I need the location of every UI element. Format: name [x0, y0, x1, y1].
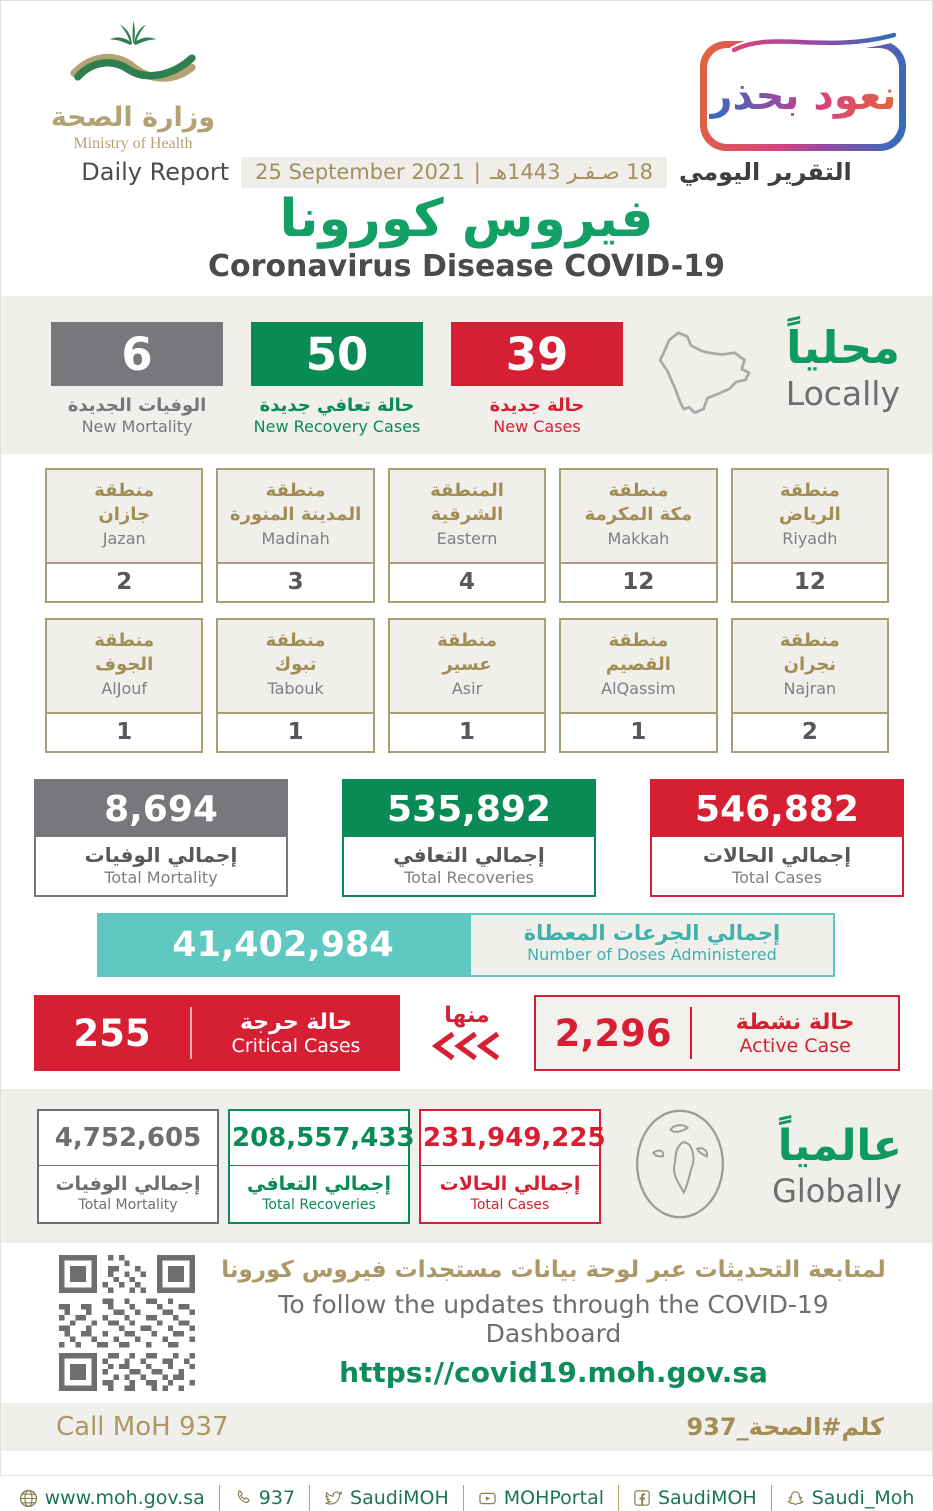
region-ar: منطقة المدينة المنورة: [229, 480, 362, 525]
daily-report-label-ar: التقرير اليومي: [678, 158, 852, 186]
doses-label-ar: إجمالي الجرعات المعطاة: [523, 921, 781, 946]
dashboard-section: [59, 1255, 888, 1391]
new-recovery-stat: [251, 322, 423, 436]
globe-icon: [19, 1489, 38, 1508]
youtube-icon: [478, 1489, 497, 1508]
new-mortality-value: 6: [51, 322, 223, 386]
regions-grid: [45, 468, 889, 753]
doses-label: [469, 913, 835, 977]
region-card-makkah: [559, 468, 717, 603]
new-recovery-label-ar: حالة تعافي جديدة: [259, 395, 415, 417]
logo-arabic-name: وزارة الصحة: [50, 102, 216, 133]
footer-link-facebook[interactable]: [619, 1485, 772, 1511]
new-recovery-value: 50: [251, 322, 423, 386]
total-cases-label-ar: إجمالي الحالات: [702, 843, 852, 868]
global-recoveries-label-en: Total Recoveries: [262, 1196, 376, 1213]
region-ar: منطقة عسير: [437, 630, 497, 675]
new-mortality-label-ar: الوفيات الجديدة: [67, 395, 207, 417]
footer-link-snapchat[interactable]: [772, 1485, 929, 1511]
footer-link-label: MOHPortal: [503, 1487, 604, 1510]
critical-cases-box: [34, 995, 400, 1071]
active-cases-label-en: Active Case: [739, 1034, 851, 1057]
region-ar: منطقة القصيم: [605, 630, 671, 675]
social-footer: [1, 1485, 932, 1511]
region-ar: منطقة نجران: [779, 630, 840, 675]
region-card-asir: [388, 618, 546, 753]
global-cases-box: [419, 1109, 606, 1224]
new-cases-stat: [451, 322, 623, 436]
badge-text: نعود بحذر: [709, 73, 897, 119]
critical-cases-label-ar: حالة حرجة: [239, 1009, 353, 1035]
dashboard-line-en: To follow the updates through the COVID-19 Dashboard: [278, 1290, 829, 1349]
region-en: AlQassim: [601, 678, 676, 698]
global-mortality-label-ar: إجمالي الوفيات: [55, 1172, 201, 1195]
date-hijri: 18 صـفـر 1443هـ: [489, 159, 653, 184]
date-separator: |: [473, 159, 481, 184]
total-mortality-value: 8,694: [36, 781, 286, 837]
total-recoveries-value: 535,892: [344, 781, 594, 837]
region-en: Riyadh: [782, 528, 838, 548]
global-recoveries-box: [228, 1109, 415, 1224]
phone-icon: [234, 1489, 252, 1507]
footer-link-twitter[interactable]: [310, 1485, 464, 1511]
region-ar: منطقة الرياض: [778, 480, 841, 525]
region-en: Makkah: [607, 528, 670, 548]
snapchat-icon: [786, 1489, 805, 1508]
dashboard-text: [195, 1257, 888, 1389]
global-cases-value: 231,949,225: [421, 1111, 599, 1166]
new-mortality-stat: [51, 322, 223, 436]
footer-link-youtube[interactable]: [464, 1485, 619, 1511]
region-card-najran: [731, 618, 889, 753]
page-title-arabic: فيروس كورونا: [279, 189, 654, 249]
region-card-aljouf: [45, 618, 203, 753]
region-en: Madinah: [261, 528, 330, 548]
locally-section: [1, 296, 932, 454]
total-recoveries-label-ar: إجمالي التعافي: [393, 843, 545, 868]
globally-heading-ar: عالمياً: [777, 1121, 902, 1172]
region-card-eastern: [388, 468, 546, 603]
region-ar: المنطقة الشرقية: [430, 480, 504, 525]
total-mortality-label-en: Total Mortality: [104, 868, 218, 888]
footer-link-label: Saudi_Moh: [811, 1487, 915, 1510]
region-count: 2: [116, 569, 133, 596]
logo-english-name: Ministry of Health: [73, 134, 193, 152]
page-title-english: Coronavirus Disease COVID-19: [208, 249, 725, 285]
new-cases-label-en: New Cases: [493, 417, 581, 437]
new-mortality-label-en: New Mortality: [81, 417, 193, 437]
region-count: 4: [459, 569, 476, 596]
doses-row: [97, 913, 835, 977]
locally-heading: [786, 322, 906, 413]
critical-active-row: [34, 995, 900, 1071]
global-mortality-box: [37, 1109, 219, 1224]
region-en: Tabouk: [267, 678, 324, 698]
report-date-pill: [241, 157, 667, 188]
of-which-indicator: [400, 1003, 534, 1064]
of-which-label-ar: منها: [444, 1002, 490, 1028]
region-en: Najran: [783, 678, 837, 698]
global-recoveries-value: 208,557,433: [230, 1111, 408, 1166]
footer-link-label: 937: [258, 1487, 296, 1510]
hotline-hashtag-ar: كلم#الصحة_937: [686, 1413, 884, 1442]
region-en: Jazan: [102, 528, 146, 548]
badge-swoosh-icon: [704, 28, 904, 58]
report-date-row: [1, 155, 932, 189]
region-card-jazan: [45, 468, 203, 603]
twitter-icon: [324, 1489, 343, 1508]
region-card-madinah: [216, 468, 374, 603]
active-cases-value: 2,296: [554, 1011, 672, 1055]
badge-inner: [707, 48, 899, 144]
region-count: 2: [801, 719, 818, 746]
daily-report-label-en: Daily Report: [81, 158, 230, 186]
region-en: Eastern: [436, 528, 498, 548]
globally-heading-en: Globally: [772, 1171, 902, 1210]
critical-cases-value: 255: [73, 1011, 151, 1055]
hotline-band: [1, 1403, 932, 1451]
region-ar: منطقة جازان: [94, 480, 155, 525]
region-card-riyadh: [731, 468, 889, 603]
total-mortality-box: [34, 779, 288, 897]
new-cases-label-ar: حالة جديدة: [489, 395, 585, 417]
region-ar: منطقة مكة المكرمة: [584, 480, 693, 525]
return-with-caution-badge: [700, 41, 906, 151]
saudi-arabia-map-icon: [651, 324, 769, 440]
footer-link-label: SaudiMOH: [658, 1487, 757, 1510]
region-en: Asir: [451, 678, 483, 698]
globally-section: [1, 1089, 932, 1243]
total-cases-label-en: Total Cases: [732, 868, 822, 888]
region-count: 1: [287, 719, 304, 746]
footer-link-website[interactable]: [5, 1485, 220, 1511]
footer-link-label: www.moh.gov.sa: [44, 1487, 205, 1510]
total-cases-box: [650, 779, 904, 897]
dashboard-line-ar: لمتابعة التحديثات عبر لوحة بيانات مستجدات فيروس كورونا: [221, 1257, 886, 1284]
header: [1, 1, 932, 151]
region-count: 12: [622, 569, 655, 596]
region-card-alqassim: [559, 618, 717, 753]
region-card-tabouk: [216, 618, 374, 753]
moh-logo: [35, 17, 231, 153]
hotline-label-en: Call MoH 937: [56, 1412, 229, 1443]
doses-value: 41,402,984: [97, 913, 469, 977]
total-mortality-label-ar: إجمالي الوفيات: [84, 843, 238, 868]
region-en: AlJouf: [101, 678, 148, 698]
regions-row-1: [45, 468, 889, 603]
qr-code: [59, 1255, 195, 1391]
global-mortality-value: 4,752,605: [39, 1111, 217, 1166]
dashboard-url-link[interactable]: https://covid19.moh.gov.sa: [339, 1356, 768, 1390]
globally-heading: [772, 1122, 904, 1209]
locally-heading-ar: محلياً: [786, 321, 900, 375]
critical-cases-label-en: Critical Cases: [231, 1034, 361, 1057]
active-cases-label-ar: حالة نشطة: [735, 1009, 855, 1035]
new-cases-value: 39: [451, 322, 623, 386]
moh-palm-swoosh-icon: [58, 17, 208, 103]
total-recoveries-box: [342, 779, 596, 897]
locally-heading-en: Locally: [785, 373, 900, 413]
doses-label-en: Number of Doses Administered: [527, 945, 777, 965]
total-recoveries-label-en: Total Recoveries: [404, 868, 534, 888]
globe-icon: [632, 1105, 728, 1227]
region-count: 1: [116, 719, 133, 746]
regions-row-2: [45, 618, 889, 753]
region-ar: منطقة تبوك: [265, 630, 326, 675]
new-recovery-label-en: New Recovery Cases: [253, 417, 421, 437]
region-count: 12: [793, 569, 826, 596]
facebook-icon: [633, 1489, 651, 1507]
region-ar: منطقة الجوف: [94, 630, 155, 675]
region-count: 3: [287, 569, 304, 596]
date-gregorian: 25 September 2021: [255, 159, 465, 184]
region-count: 1: [630, 719, 647, 746]
footer-link-label: SaudiMOH: [350, 1487, 449, 1510]
region-count: 1: [459, 719, 476, 746]
totals-row: [34, 779, 904, 897]
global-recoveries-label-ar: إجمالي التعافي: [247, 1172, 391, 1195]
active-cases-box: [534, 995, 900, 1071]
total-cases-value: 546,882: [652, 781, 902, 837]
global-cases-label-en: Total Cases: [470, 1196, 550, 1213]
global-cases-label-ar: إجمالي الحالات: [439, 1172, 581, 1195]
footer-link-phone[interactable]: [220, 1485, 310, 1511]
chevrons-left-icon: [428, 1032, 506, 1060]
global-mortality-label-en: Total Mortality: [78, 1196, 178, 1213]
